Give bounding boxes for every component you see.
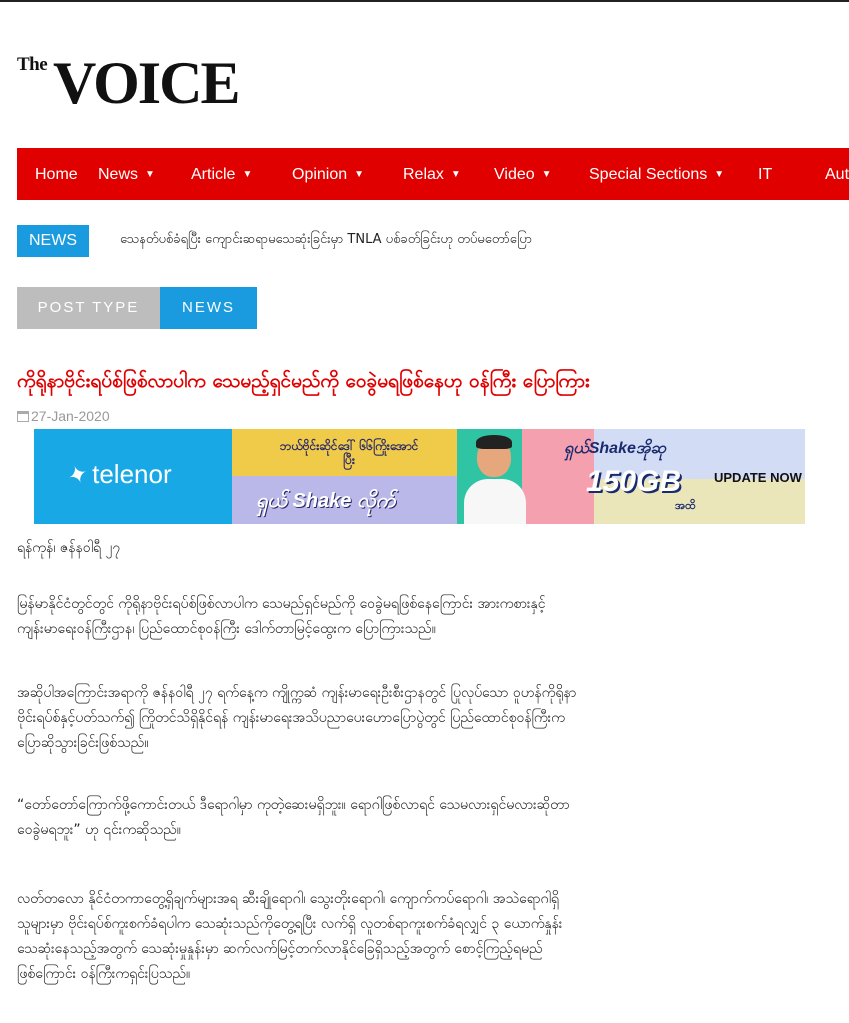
nav-opinion[interactable] <box>292 148 364 200</box>
person-hair <box>476 435 512 449</box>
paragraph-line: မြန်မာနိုင်ငံတွင်တွင် ကိုရိုနာဗိုင်းရပ်စ်ဖြစ်လာပါက သေမည်ရှင်မည်ကို ဝေခွဲမရဖြစ်နေကြောင်း အားကစားနှင့် <box>17 596 546 612</box>
chevron-down-icon: ▼ <box>450 169 461 180</box>
nav-news[interactable] <box>98 148 155 200</box>
telenor-propeller-icon: ✦ <box>63 459 93 492</box>
nav-article[interactable] <box>191 148 252 200</box>
nav-it-label: IT <box>758 166 773 183</box>
nav-it[interactable] <box>758 148 772 200</box>
paragraph-line: သူများမှာ ဗိုင်းရပ်စ်ကူးစက်ခံရပါက သေဆုံးသည်ကိုတွေ့ရပြီး လက်ရှိ လူတစ်ရာကူးစက်ခံရလျှင် ၃ ယောက်နှုန်း <box>17 916 563 932</box>
nav-home[interactable] <box>35 148 78 200</box>
paragraph-line: “တော်တော်ကြောက်ဖို့ကောင်းတယ် ဒီရောဂါမှာ ကုတဲ့ဆေးမရှိဘူး။ ရောဂါဖြစ်လာရင် သေမလားရှင်မလားဆိုတာ <box>17 797 570 813</box>
article-paragraph <box>17 793 837 843</box>
paragraph-line: ဗိုင်းရပ်စ်နှင့်ပတ်သက်၍ ကြိုတင်သိရှိနိုင်ရန် ကျန်းမာရေးအသိပညာပေးဟောပြောပွဲတွင် ပြည်ထောင်စုဝန်ကြီးက <box>17 710 565 726</box>
paragraph-line: အဆိုပါအကြောင်းအရာကို ဇန်နဝါရီ ၂၇ ရက်နေ့က ကျိုက္ကဆံ ကျန်းမာရေးဦးစီးဌာနတွင် ပြုလုပ်သော ဝူဟန်ကိုရိုနာ <box>17 685 577 701</box>
telenor-ad-banner[interactable] <box>34 429 805 524</box>
post-type-value[interactable]: NEWS <box>160 287 257 329</box>
paragraph-line: သေဆုံးနေသည့်အတွက် သေဆုံးမှုနှုန်းမှာ ဆက်လက်မြင့်တက်လာနိုင်ခြေရှိသည့်အတွက် စောင့်ကြည့်ရမည် <box>17 941 543 957</box>
logo-the-text: The <box>17 54 48 75</box>
article-paragraph <box>17 681 837 756</box>
banner-promo-text: ဘယ်ဗိုင်းဆိုင်ဒေါ် ၆၆ကြိုးအောင်ပြီး <box>279 439 419 467</box>
article-dateline: ရန်ကုန်၊ ဇန်နဝါရီ ၂၇ <box>17 540 121 556</box>
logo-voice-text: VOICE <box>53 50 239 116</box>
paragraph-line: လတ်တလော နိုင်ငံတကာတွေ့ရှိချက်များအရ ဆီးချိုရောဂါ၊ သွေးတိုးရောဂါ၊ ကျောက်ကပ်ရောဂါ၊ အသဲရောဂါရှိ <box>17 891 559 907</box>
paragraph-line: ဝေခွဲမရဘူး” ဟု ၎င်းကဆိုသည်။ <box>17 822 181 838</box>
chevron-down-icon: ▼ <box>541 169 552 180</box>
article-paragraph <box>17 887 837 987</box>
ticker-headline-link[interactable]: သေနတ်ပစ်ခံရပြီး ကျောင်းဆရာမသေဆုံးခြင်းမှာ TNLA ပစ်ခတ်ခြင်းဟု တပ်မတော်ပြော <box>120 232 533 247</box>
nav-relax-label: Relax <box>403 166 444 183</box>
nav-auto[interactable] <box>825 148 849 200</box>
banner-gb-sub: အထိ <box>675 499 696 512</box>
person-body <box>464 479 526 524</box>
nav-special-sections-label: Special Sections <box>589 166 708 183</box>
chevron-down-icon: ▼ <box>714 169 725 180</box>
nav-news-label: News <box>98 166 139 183</box>
nav-special-sections[interactable] <box>589 148 724 200</box>
paragraph-line: ကျန်းမာရေးဝန်ကြီးဌာန၊ ပြည်ထောင်စုဝန်ကြီး ဒေါက်တာမြင့်ထွေးက ပြောကြားသည်။ <box>17 621 436 637</box>
banner-shake-title: ရှယ်Shakeအိုဆု <box>564 440 667 457</box>
nav-auto-label: Aut <box>825 166 849 183</box>
article-date-text: 27-Jan-2020 <box>31 408 110 424</box>
chevron-down-icon: ▼ <box>354 169 365 180</box>
article-paragraph <box>17 592 837 642</box>
nav-opinion-label: Opinion <box>292 166 348 183</box>
article-date <box>17 408 110 424</box>
nav-video-label: Video <box>494 166 535 183</box>
telenor-logo <box>63 459 172 492</box>
banner-person-image <box>464 437 526 524</box>
nav-article-label: Article <box>191 166 236 183</box>
post-type-label: POST TYPE <box>17 287 160 329</box>
main-navbar <box>17 148 849 200</box>
banner-update-now-button[interactable]: UPDATE NOW <box>714 470 802 485</box>
chevron-down-icon: ▼ <box>242 169 253 180</box>
article-title: ကိုရိုနာဗိုင်းရပ်စ်ဖြစ်လာပါက သေမည့်ရှင်မည်ကို ဝေခွဲမရဖြစ်နေဟု ဝန်ကြီး ပြောကြား <box>17 370 590 392</box>
nav-home-label: Home <box>35 166 78 183</box>
nav-video[interactable] <box>494 148 552 200</box>
paragraph-line: ဖြစ်ကြောင်း ဝန်ကြီးကရှင်းပြသည်။ <box>17 966 191 982</box>
banner-shake-text: ရှယ် Shake လိုက် <box>256 490 396 512</box>
chevron-down-icon: ▼ <box>145 169 155 180</box>
telenor-logo-text: telenor <box>92 459 172 489</box>
banner-gb-amount: 150GB <box>586 465 682 498</box>
paragraph-line: ပြောဆိုသွားခြင်းဖြစ်သည်။ <box>17 735 149 751</box>
ticker-news-badge[interactable]: NEWS <box>17 225 89 257</box>
calendar-icon <box>17 411 29 422</box>
nav-relax[interactable] <box>403 148 461 200</box>
